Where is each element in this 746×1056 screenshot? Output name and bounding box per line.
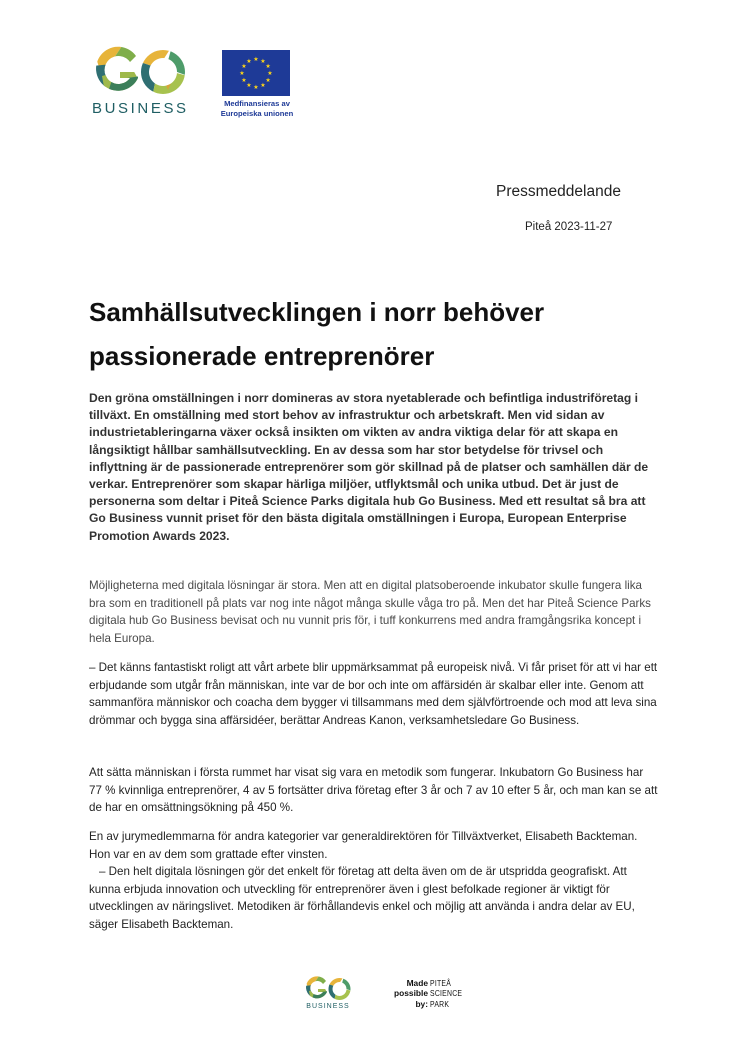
- body-paragraph-4a: En av jurymedlemmarna för andra kategorier var generaldirektören för Tillväxtverket, Elisabeth Backteman. Hon var en av dem som grattade efter vinsten.: [89, 830, 638, 861]
- body-paragraph-4b: – Den helt digitala lösningen gör det enkelt för företag att delta även om de är utspridda geografiskt. Att kunna erbjuda innovation och utveckling för entreprenörer även i glest befolkade regioner är viktigt för utvecklingen av näringslivet. Metodiken är förhållandevis enkel och möjlig att använda i andra delar av EU, säger Elisabeth Backteman.: [89, 865, 635, 931]
- park-line1: PITEÅ: [430, 978, 452, 988]
- eu-caption-line2: Europeiska unionen: [220, 109, 294, 118]
- svg-text:★: ★: [241, 63, 247, 70]
- eu-stars: [222, 50, 290, 96]
- eu-caption-line1: Medfinansieras av: [224, 99, 290, 108]
- svg-text:★: ★: [265, 63, 271, 70]
- piteå-science-park-logo: [384, 978, 464, 1012]
- headline-line2: passionerade entreprenörer: [89, 341, 435, 371]
- eu-caption: [216, 99, 298, 119]
- svg-text:★: ★: [253, 84, 259, 91]
- body-paragraph-3: Att sätta människan i första rummet har visat sig vara en metodik som fungerar. Inkubatorn Go Business har 77 % kvinnliga entreprenörer, 4 av 5 fortsätter driva företag efter 3 år och 7 av 10 efter 5 år, och man kan se att de har en omsättningsökning på 450 %.: [89, 766, 658, 814]
- document-date: Piteå 2023-11-27: [525, 221, 613, 233]
- svg-text:★: ★: [253, 56, 259, 63]
- body-paragraph-4: [89, 828, 659, 933]
- body-paragraph-1: Möjligheterna med digitala lösningar är stora. Men att en digital platsoberoende inkubator skulle fungera lika bra som en traditionell på plats var nog inte något många skulle våga tro på. Men det har Piteå Science Parks digitala hub Go Business bevisat och nu vunnit pris för, i tuff konkurrens med andra framgångsrika koncept i hela Europa.: [89, 579, 651, 645]
- made-line1: Made: [406, 978, 428, 988]
- go-logo-mark: [92, 46, 188, 98]
- svg-text:★: ★: [246, 82, 252, 90]
- svg-text:★: ★: [239, 70, 245, 77]
- ingress: Den gröna omställningen i norr domineras av stora nyetablerade och befintliga industriföretag i tillväxt. En omställning med stort behov av infrastruktur och arbetskraft. Men vid sidan av industrietableringarna växer också insikten om vikten av andra viktiga delar för att skapa en långsiktigt hållbar samhällsutveckling. En av dessa som har stor betydelse för trivsel och inflyttning är de passionerade entreprenörer som gör skillnad på de platser och samhällen där de verkar. Entreprenörer som skapar härliga miljöer, utflyktsmål och unika utbud. Det är just de personerna som deltar i Piteå Science Parks digitala hub Go Business. Med ett resultat så bra att Go Business vunnit priset för den bästa digitala omställningen i Europa, European Enterprise Promotion Awards 2023.: [89, 391, 649, 543]
- footer-go-business-logo: [303, 976, 353, 1016]
- headline: [89, 290, 649, 378]
- eu-flag-icon: [222, 50, 290, 96]
- svg-text:★: ★: [267, 70, 273, 77]
- document-type: Pressmeddelande: [496, 183, 621, 200]
- park-line3: PARK: [430, 998, 450, 1009]
- svg-text:★: ★: [260, 57, 266, 65]
- svg-text:★: ★: [265, 77, 271, 84]
- made-line3: by:: [415, 998, 428, 1009]
- headline-line1: Samhällsutvecklingen i norr behöver: [89, 297, 545, 327]
- made-line2: possible: [394, 988, 428, 999]
- footer-go-label: BUSINESS: [306, 1003, 350, 1010]
- svg-text:★: ★: [241, 77, 247, 84]
- svg-text:★: ★: [246, 57, 252, 65]
- body-paragraph-2: – Det känns fantastiskt roligt att vårt arbete blir uppmärksammat på europeisk nivå. Vi får priset för att vi har ett erbjudande som utgår från människan, inte var de bor och inte om affärsidén är skalbar eller inte. Genom att sammanföra människor och coacha dem bygger vi tillsammans med dem självförtroende och mod att leva sina drömmar och bygga sina affärsidéer, berättar Andreas Kanon, verksamhetsledare Go Business.: [89, 661, 658, 727]
- park-line2: SCIENCE: [430, 988, 463, 999]
- go-logo-label: BUSINESS: [92, 100, 189, 117]
- svg-text:★: ★: [260, 82, 266, 90]
- footer-go-mark: [303, 976, 353, 1002]
- go-business-logo: [92, 46, 188, 118]
